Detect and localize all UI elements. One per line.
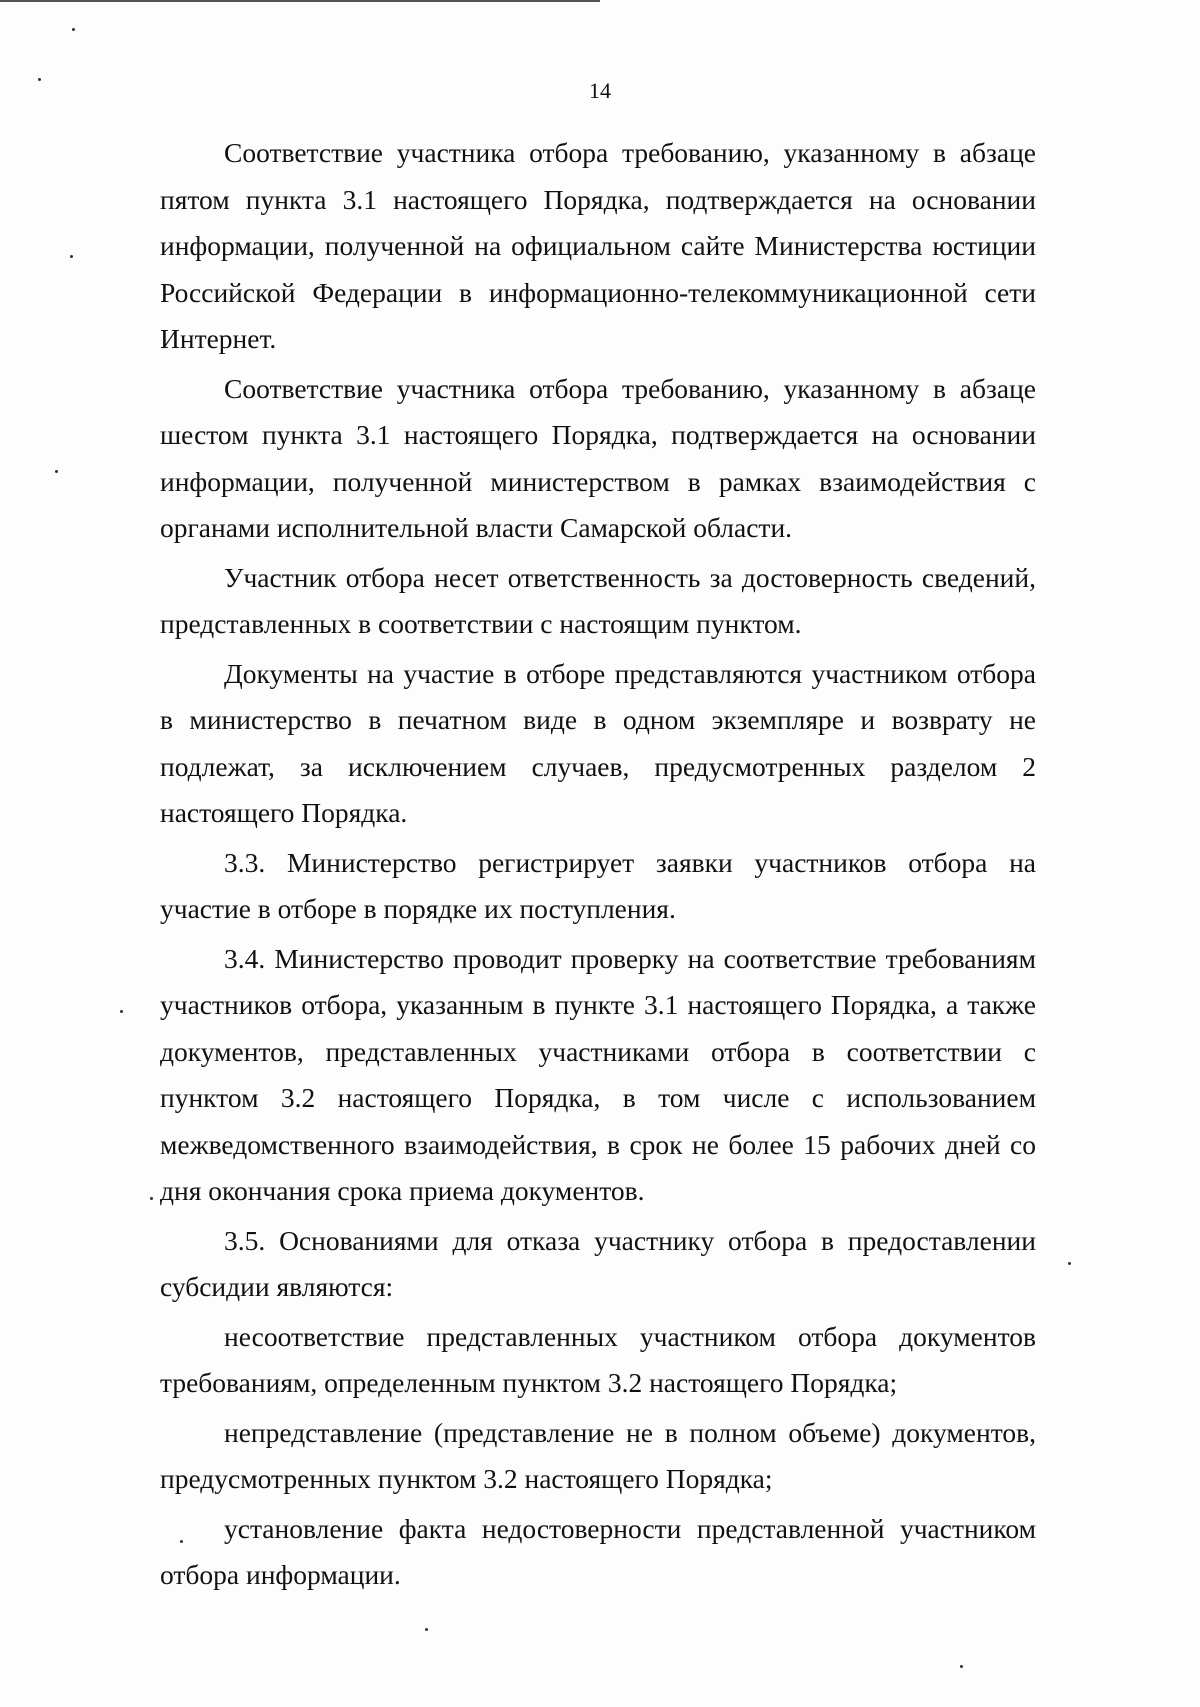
paragraph-4: Документы на участие в отборе представляются участником отбора в министерство в печатном виде в одном экземпляре и возврату не подлежат, за исключением случаев, предусмотренных разделом 2 настоящего Порядка.	[160, 657, 1036, 828]
scan-speck	[1068, 1262, 1071, 1265]
document-body	[160, 130, 1036, 1599]
scan-speck	[425, 1628, 428, 1631]
paragraph-2: Соответствие участника отбора требованию, указанному в абзаце шестом пункта 3.1 настоящего Порядка, подтверждается на основании информации, полученной министерством в рамках взаимодействия с органами исполнительной власти Самарской области.	[160, 372, 1036, 543]
paragraph-1: Соответствие участника отбора требованию, указанному в абзаце пятом пункта 3.1 настоящего Порядка, подтверждается на основании информации, полученной на официальном сайте Министерства юстиции Российской Федерации в информационно-телекоммуникационной сети Интернет.	[160, 137, 1036, 354]
paragraph-3-5: 3.5. Основаниями для отказа участнику отбора в предоставлении субсидии являются:	[160, 1224, 1036, 1302]
scan-edge-line	[0, 0, 600, 2]
refusal-ground-3: установление факта недостоверности представленной участником отбора информации.	[160, 1512, 1036, 1590]
refusal-ground-2: непредставление (представление не в полном объеме) документов, предусмотренных пунктом 3.2 настоящего Порядка;	[160, 1416, 1036, 1494]
paragraph-3: Участник отбора несет ответственность за достоверность сведений, представленных в соответствии с настоящим пунктом.	[160, 561, 1036, 639]
scan-speck	[38, 78, 41, 81]
paragraph-3-3: 3.3. Министерство регистрирует заявки участников отбора на участие в отборе в порядке их поступления.	[160, 846, 1036, 924]
scan-speck	[120, 1010, 123, 1013]
scan-speck	[72, 28, 75, 31]
scan-speck	[960, 1665, 963, 1668]
scan-speck	[180, 1540, 183, 1543]
scan-speck	[55, 470, 58, 473]
page-number: 14	[589, 78, 611, 103]
scan-speck	[150, 1197, 153, 1200]
paragraph-3-4: 3.4. Министерство проводит проверку на соответствие требованиям участников отбора, указанным в пункте 3.1 настоящего Порядка, а также документов, представленных участниками отбора в соответствии с пунктом 3.2 настоящего Порядка, в том числе с использованием межведомственного взаимодействия, в срок не более 15 рабочих дней со дня окончания срока приема документов.	[160, 942, 1036, 1206]
scan-speck	[70, 255, 73, 258]
refusal-ground-1: несоответствие представленных участником отбора документов требованиям, определенным пунктом 3.2 настоящего Порядка;	[160, 1320, 1036, 1398]
